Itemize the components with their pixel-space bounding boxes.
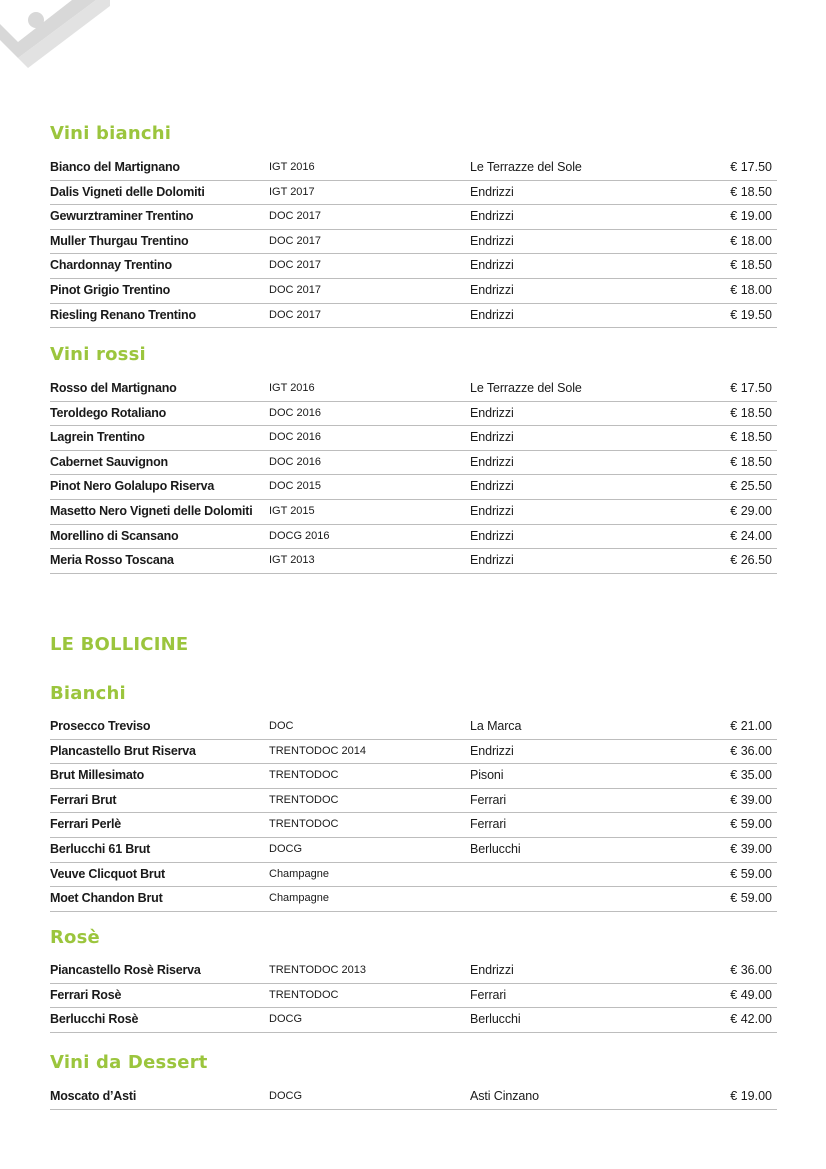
wine-producer: Endrizzi <box>470 184 514 199</box>
table-vini-bianchi <box>50 156 777 328</box>
table-row <box>50 887 777 912</box>
wine-price: € 59.00 <box>730 866 772 881</box>
wine-classification: IGT 2013 <box>269 554 315 567</box>
wine-price: € 39.00 <box>730 792 772 807</box>
wine-name: Riesling Renano Trentino <box>50 307 196 322</box>
wine-classification: DOC 2016 <box>269 431 321 444</box>
wine-price: € 49.00 <box>730 987 772 1002</box>
wine-name: Plancastello Brut Riserva <box>50 743 196 758</box>
wine-producer: Asti Cinzano <box>470 1089 539 1103</box>
section-title-vini-da-dessert: Vini da Dessert <box>50 1052 208 1073</box>
table-row <box>50 205 777 230</box>
wine-producer: Endrizzi <box>470 963 514 977</box>
table-row <box>50 813 777 838</box>
wine-price: € 18.50 <box>730 430 772 445</box>
wine-classification: Champagne <box>269 867 329 880</box>
wine-classification: IGT 2016 <box>269 161 315 173</box>
wine-classification: DOCG <box>269 842 302 855</box>
wine-price: € 18.00 <box>730 282 772 297</box>
wine-name: Veuve Clicquot Brut <box>50 866 165 881</box>
wine-name: Pinot Nero Golalupo Riserva <box>50 479 215 494</box>
wine-producer: Ferrari <box>470 817 507 832</box>
wine-classification: Champagne <box>269 892 329 905</box>
wine-name: Berlucchi 61 Brut <box>50 841 151 856</box>
wine-producer: Endrizzi <box>470 430 514 445</box>
wine-price: € 59.00 <box>730 817 772 832</box>
table-row <box>50 984 777 1009</box>
table-row <box>50 1008 777 1033</box>
wine-name: Piancastello Rosè Riserva <box>50 963 201 977</box>
wine-price: € 18.50 <box>730 405 772 420</box>
wine-name: Masetto Nero Vigneti delle Dolomiti <box>50 503 253 518</box>
table-vini-da-dessert <box>50 1085 777 1110</box>
wine-name: Dalis Vigneti delle Dolomiti <box>50 184 205 199</box>
table-row <box>50 451 777 476</box>
section-title-vini-bianchi: Vini bianchi <box>50 123 172 144</box>
wine-price: € 59.00 <box>730 891 772 906</box>
wine-name: Ferrari Rosè <box>50 987 122 1002</box>
wine-producer: Endrizzi <box>470 209 514 224</box>
wine-price: € 18.50 <box>730 184 772 199</box>
table-row <box>50 304 777 329</box>
wine-classification: DOC 2017 <box>269 259 321 272</box>
wine-classification: DOCG <box>269 1090 302 1102</box>
wine-name: Chardonnay Trentino <box>50 258 172 273</box>
table-row <box>50 740 777 765</box>
wine-producer: Ferrari <box>470 792 507 807</box>
wine-classification: IGT 2017 <box>269 185 315 198</box>
table-row <box>50 715 777 740</box>
wine-price: € 18.50 <box>730 454 772 469</box>
wine-producer: Endrizzi <box>470 743 514 758</box>
wine-name: Berlucchi Rosè <box>50 1012 139 1027</box>
wine-name: Rosso del Martignano <box>50 381 177 395</box>
table-row <box>50 156 777 181</box>
wine-price: € 26.50 <box>730 553 772 568</box>
wine-classification: DOC 2016 <box>269 406 321 419</box>
wine-price: € 39.00 <box>730 841 772 856</box>
wine-classification: DOC 2017 <box>269 283 321 296</box>
wine-producer: La Marca <box>470 719 522 733</box>
wine-name: Ferrari Perlè <box>50 817 122 832</box>
corner-logo-icon <box>0 0 110 90</box>
wine-producer: Endrizzi <box>470 282 514 297</box>
table-row <box>50 230 777 255</box>
wine-price: € 42.00 <box>730 1012 772 1027</box>
wine-classification: IGT 2015 <box>269 504 315 517</box>
wine-name: Moet Chandon Brut <box>50 891 163 906</box>
table-row <box>50 789 777 814</box>
wine-producer: Endrizzi <box>470 258 514 273</box>
table-row <box>50 764 777 789</box>
wine-classification: DOC <box>269 720 294 732</box>
table-row <box>50 959 777 984</box>
table-row <box>50 402 777 427</box>
wine-classification: DOC 2015 <box>269 480 321 493</box>
wine-producer: Endrizzi <box>470 528 514 543</box>
wine-name: Lagrein Trentino <box>50 430 145 445</box>
wine-classification: TRENTODOC 2014 <box>269 744 366 757</box>
wine-classification: DOC 2017 <box>269 210 321 223</box>
wine-producer: Berlucchi <box>470 841 521 856</box>
wine-price: € 21.00 <box>730 719 772 733</box>
table-row <box>50 1085 777 1110</box>
wine-price: € 25.50 <box>730 479 772 494</box>
wine-producer: Endrizzi <box>470 553 514 568</box>
wine-price: € 19.00 <box>730 209 772 224</box>
wine-producer: Ferrari <box>470 987 507 1002</box>
table-row <box>50 181 777 206</box>
wine-classification: TRENTODOC <box>269 988 339 1001</box>
table-vini-rossi <box>50 377 777 574</box>
wine-classification: IGT 2016 <box>269 382 315 394</box>
table-bianchi <box>50 715 777 912</box>
wine-classification: TRENTODOC <box>269 818 339 831</box>
table-rose <box>50 959 777 1033</box>
section-title-vini-rossi: Vini rossi <box>50 344 146 365</box>
wine-producer: Pisoni <box>470 768 504 783</box>
wine-name: Teroldego Rotaliano <box>50 405 167 420</box>
wine-producer: Berlucchi <box>470 1012 521 1027</box>
wine-producer: Endrizzi <box>470 503 514 518</box>
wine-producer: Endrizzi <box>470 307 514 322</box>
wine-price: € 24.00 <box>730 528 772 543</box>
section-title-bianchi: Bianchi <box>50 683 126 704</box>
wine-classification: DOCG <box>269 1013 302 1026</box>
wine-name: Pinot Grigio Trentino <box>50 282 171 297</box>
table-row <box>50 254 777 279</box>
table-row <box>50 475 777 500</box>
table-row <box>50 549 777 574</box>
table-row <box>50 426 777 451</box>
wine-name: Bianco del Martignano <box>50 160 180 174</box>
wine-producer: Endrizzi <box>470 454 514 469</box>
wine-classification: TRENTODOC <box>269 793 339 806</box>
wine-price: € 18.50 <box>730 258 772 273</box>
table-row <box>50 525 777 550</box>
wine-name: Prosecco Treviso <box>50 719 151 733</box>
wine-price: € 17.50 <box>730 160 772 174</box>
wine-price: € 35.00 <box>730 768 772 783</box>
wine-producer: Endrizzi <box>470 233 514 248</box>
section-title-rose: Rosè <box>50 927 100 948</box>
table-row <box>50 279 777 304</box>
wine-name: Meria Rosso Toscana <box>50 553 174 568</box>
wine-name: Moscato d’Asti <box>50 1089 137 1103</box>
wine-name: Cabernet Sauvignon <box>50 454 168 469</box>
wine-name: Gewurztraminer Trentino <box>50 209 194 224</box>
wine-producer: Endrizzi <box>470 405 514 420</box>
wine-price: € 36.00 <box>730 963 772 977</box>
wine-classification: DOC 2017 <box>269 234 321 247</box>
table-row <box>50 863 777 888</box>
wine-name: Brut Millesimato <box>50 768 145 783</box>
wine-classification: TRENTODOC 2013 <box>269 964 366 976</box>
wine-name: Muller Thurgau Trentino <box>50 233 189 248</box>
wine-price: € 29.00 <box>730 503 772 518</box>
wine-classification: DOCG 2016 <box>269 529 330 542</box>
wine-producer: Le Terrazze del Sole <box>470 160 582 174</box>
wine-classification: DOC 2017 <box>269 308 321 321</box>
wine-producer: Le Terrazze del Sole <box>470 381 582 395</box>
wine-price: € 19.00 <box>730 1089 772 1103</box>
table-row <box>50 838 777 863</box>
wine-price: € 18.00 <box>730 233 772 248</box>
table-row <box>50 377 777 402</box>
wine-name: Ferrari Brut <box>50 792 117 807</box>
wine-name: Morellino di Scansano <box>50 528 179 543</box>
wine-price: € 36.00 <box>730 743 772 758</box>
wine-price: € 19.50 <box>730 307 772 322</box>
wine-price: € 17.50 <box>730 381 772 395</box>
wine-producer: Endrizzi <box>470 479 514 494</box>
wine-classification: DOC 2016 <box>269 455 321 468</box>
table-row <box>50 500 777 525</box>
section-title-le-bollicine: LE BOLLICINE <box>50 634 189 655</box>
wine-classification: TRENTODOC <box>269 769 339 782</box>
